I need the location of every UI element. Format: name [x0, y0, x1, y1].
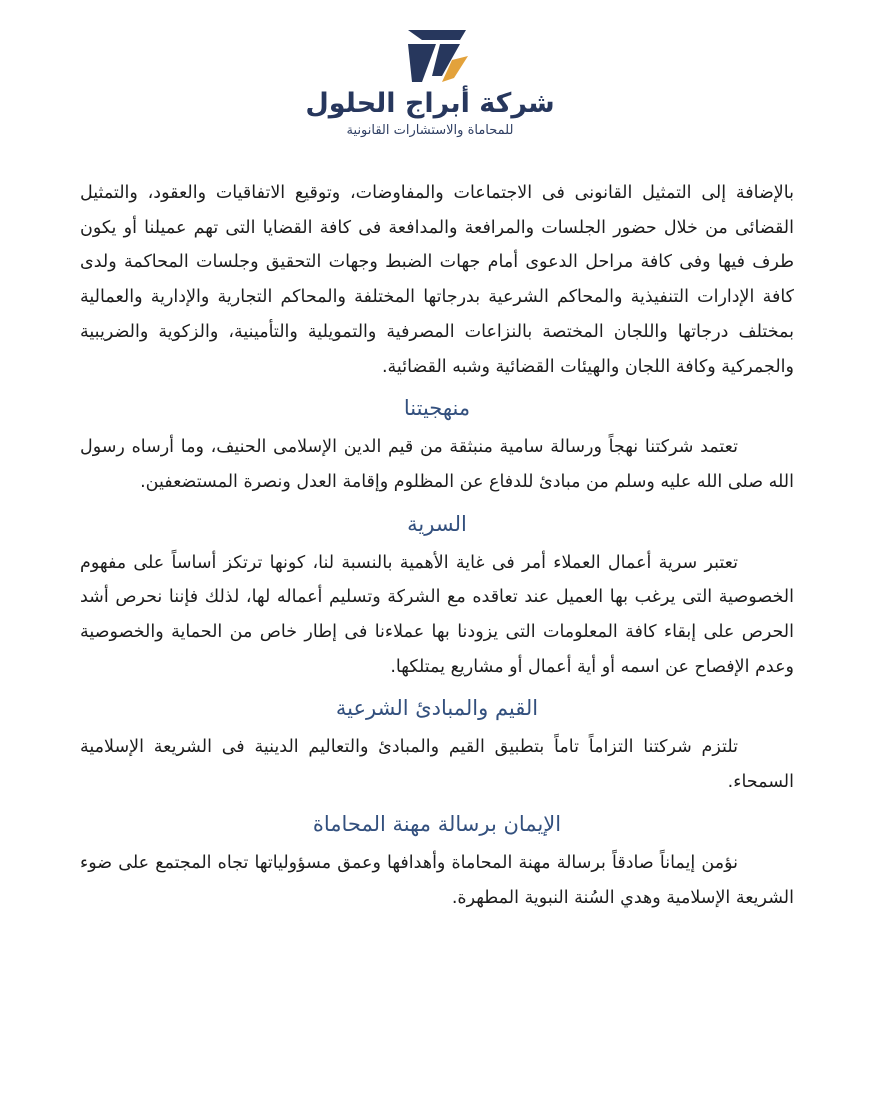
section-text-mission: نؤمن إيماناً صادقاً برسالة مهنة المحاماة وأهدافها وعمق مسؤولياتها تجاه المجتمع على ضوء الشريعة الإسلامية وهدي السُنة النبوية المطهرة. [80, 852, 794, 908]
section-title-confidentiality: السرية [407, 511, 467, 536]
section-title-methodology: منهجيتنا [403, 396, 471, 421]
section-title-values: القيم والمبادئ الشرعية [335, 696, 539, 721]
document-body [80, 176, 794, 915]
page-header [0, 24, 869, 144]
intro-paragraph: بالإضافة إلى التمثيل القانونى فى الاجتماعات والمفاوضات، وتوقيع الاتفاقيات والعقود، والتمثيل القضائى من خلال حضور الجلسات والمرافعة والمدافعة فى كافة القضايا التى تهم عميلنا أو يكون طرف فيها وفى كافة مراحل الدعوى أمام جهات الضبط وجهات التحقيق وجلسات المحاكمة ولدى كافة الإدارات التنفيذية والمحاكم الشرعية بدرجاتها المختلفة والمحاكم التجارية والإدارية والعمالية بمختلف درجاتها واللجان المختصة بالنزاعات المصرفية والتمويلية والتأمينية، والزكوية والضريبية والجمركية وكافة اللجان والهيئات القضائية وشبه القضائية. [80, 183, 794, 377]
section-text-methodology: تعتمد شركتنا نهجاً ورسالة سامية منبثقة من قيم الدين الإسلامى الحنيف، وما أرساه رسول الله صلى الله عليه وسلم من مبادئ للدفاع عن المظلوم وإقامة العدل ونصرة المستضعفين. [80, 437, 794, 492]
company-tagline: للمحاماة والاستشارات القانونية [346, 123, 514, 138]
section-title-mission: الإيمان برسالة مهنة المحاماة [312, 811, 562, 836]
company-logo-icon [402, 28, 472, 90]
company-name: شركة أبراج الحلول [305, 88, 555, 119]
section-text-values: تلتزم شركتنا التزاماً تاماً بتطبيق القيم والمبادئ والتعاليم الدينية فى الشريعة الإسلامية السمحاء. [80, 737, 794, 793]
section-text-confidentiality: تعتبر سرية أعمال العملاء أمر فى غاية الأهمية بالنسبة لنا، كونها ترتكز أساساً على مفهوم الخصوصية التى يرغب بها العميل عند تعاقده مع الشركة وتسليم أعماله لها، لذلك فإننا نحرص أشد الحرص على إبقاء كافة المعلومات التى يزودنا بها عملاءنا فى إطار خاص من الحماية والخصوصية وعدم الإفصاح عن اسمه أو أية أعمال أو مشاريع يمتلكها. [80, 552, 794, 677]
